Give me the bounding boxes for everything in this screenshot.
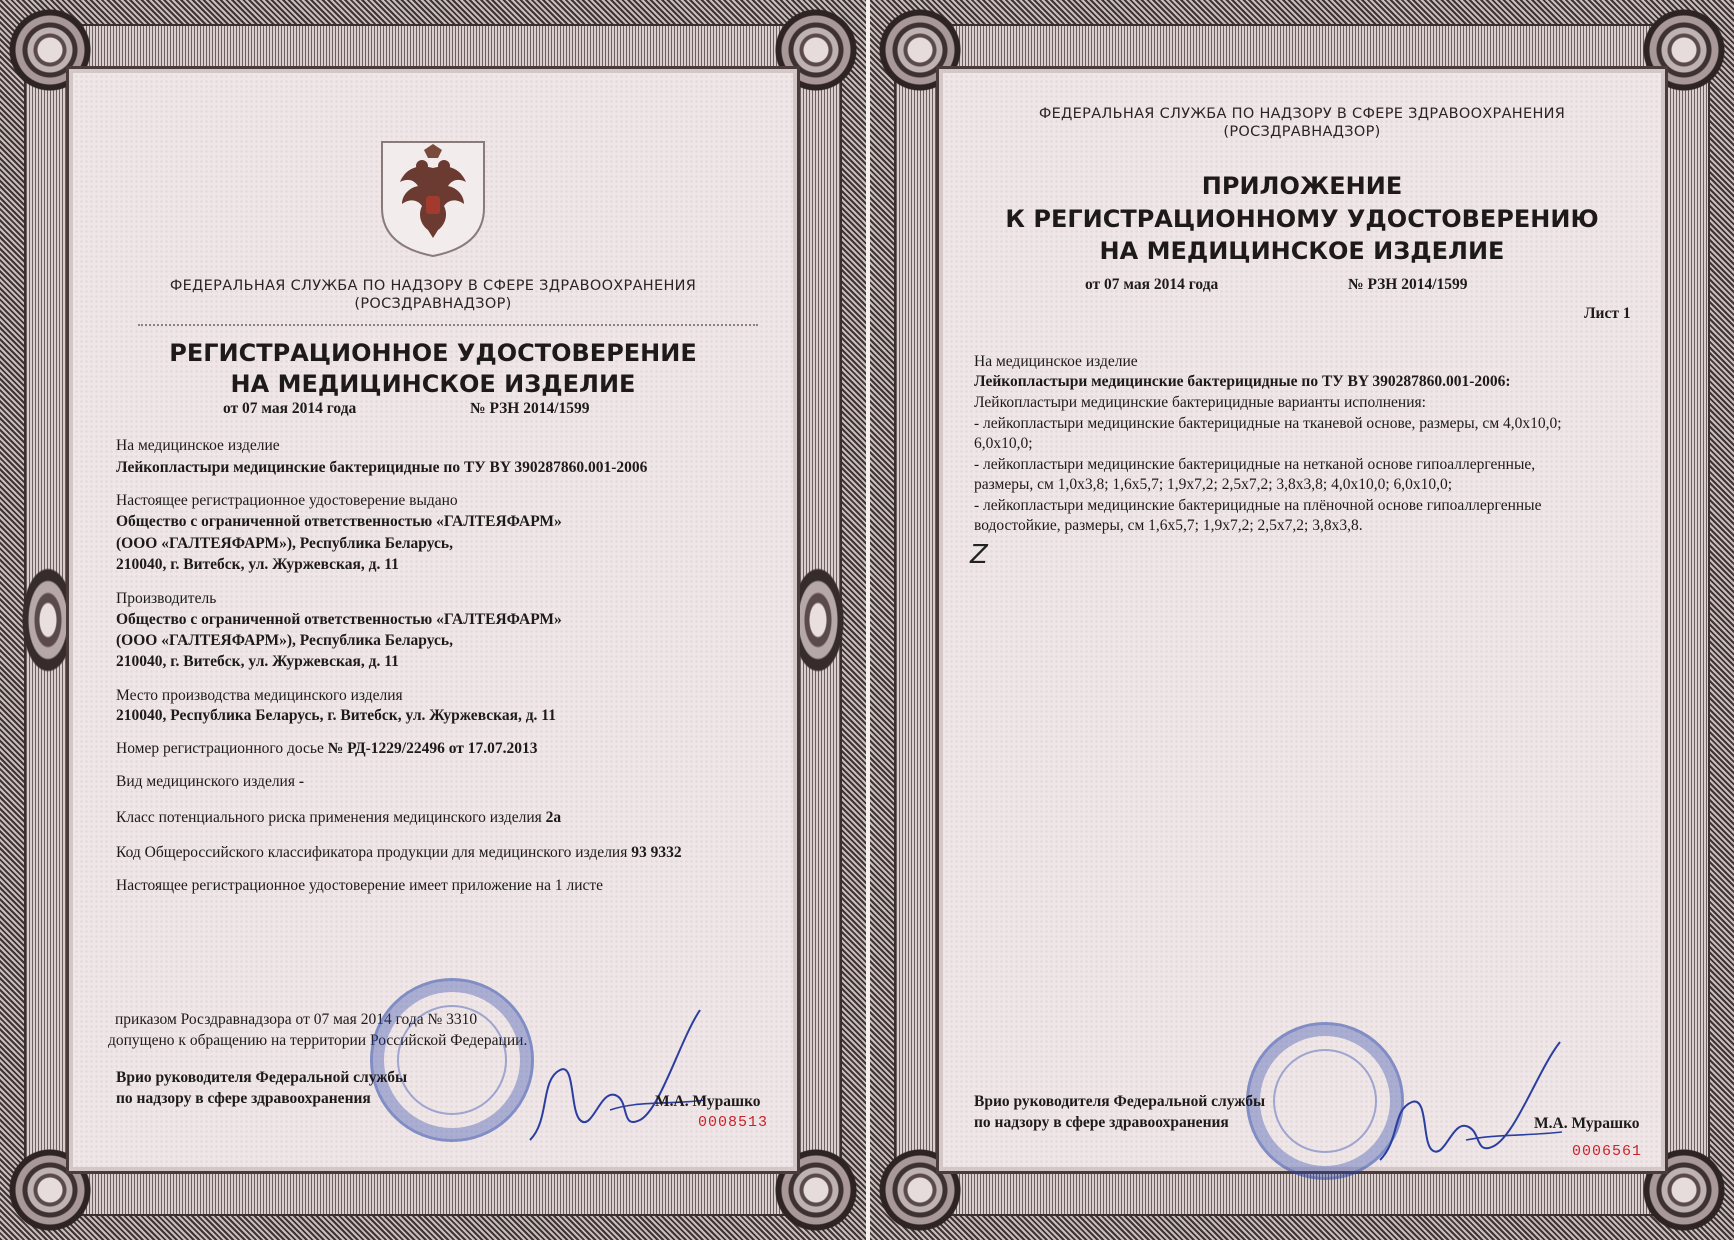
variant-line: - лейкопластыри медицинские бактерицидные на плёночной основе гипоаллергенные	[974, 497, 1542, 514]
order-line: допущено к обращению на территории Российской Федерации.	[108, 1032, 528, 1049]
device-name: Лейкопластыри медицинские бактерицидные по ТУ BY 390287860.001-2006:	[974, 373, 1511, 390]
signature-icon	[1370, 1030, 1570, 1170]
signatory-title: по надзору в сфере здравоохранения	[116, 1090, 371, 1107]
manufacturer-line: 210040, г. Витебск, ул. Журжевская, д. 11	[116, 653, 399, 670]
device-label: На медицинское изделие	[974, 353, 1138, 370]
variant-line: - лейкопластыри медицинские бактерицидные на нетканой основе гипоаллергенные,	[974, 456, 1536, 473]
kind-value: -	[298, 773, 305, 790]
kind-label: Вид медицинского изделия	[116, 773, 295, 790]
dossier-label: Номер регистрационного досье	[116, 740, 324, 757]
issued-to-line: Общество с ограниченной ответственностью «ГАЛТЕЯФАРМ»	[116, 513, 562, 530]
appendix-note: Настоящее регистрационное удостоверение имеет приложение на 1 листе	[116, 877, 604, 894]
issue-date: от 07 мая 2014 года	[1085, 276, 1219, 293]
okp-code-line	[116, 843, 682, 862]
variant-line: 6,0х10,0;	[974, 435, 1033, 452]
agency-name: ФЕДЕРАЛЬНАЯ СЛУЖБА ПО НАДЗОРУ В СФЕРЕ ЗДРАВООХРАНЕНИЯ	[169, 278, 697, 294]
risk-class-line	[116, 808, 561, 827]
manufacturer-label: Производитель	[116, 590, 217, 607]
agency-name: ФЕДЕРАЛЬНАЯ СЛУЖБА ПО НАДЗОРУ В СФЕРЕ ЗДРАВООХРАНЕНИЯ	[1038, 106, 1566, 122]
device-label: На медицинское изделие	[116, 437, 280, 454]
document-subtitle: К РЕГИСТРАЦИОННОМУ УДОСТОВЕРЕНИЮ	[1005, 205, 1599, 233]
variant-line: - лейкопластыри медицинские бактерицидные на тканевой основе, размеры, см 4,0х10,0;	[974, 415, 1562, 432]
production-place-value: 210040, Республика Беларусь, г. Витебск, ул. Журжевская, д. 11	[116, 707, 556, 724]
document-subtitle: НА МЕДИЦИНСКОЕ ИЗДЕЛИЕ	[230, 370, 636, 398]
registration-number: № РЗН 2014/1599	[470, 400, 590, 417]
signatory-title: Врио руководителя Федеральной службы	[116, 1069, 408, 1086]
issue-date: от 07 мая 2014 года	[223, 400, 357, 417]
document-title: ПРИЛОЖЕНИЕ	[1201, 172, 1403, 200]
sheet-number: Лист 1	[1584, 305, 1631, 322]
round-seal-icon	[370, 978, 534, 1142]
variant-line: водостойкие, размеры, см 1,6х5,7; 1,9х7,2; 2,5х7,2; 3,8х3,8.	[974, 517, 1363, 534]
issued-to-line: (ООО «ГАЛТЕЯФАРМ»), Республика Беларусь,	[116, 535, 453, 552]
signatory-name: М.А. Мурашко	[1534, 1115, 1640, 1132]
end-mark: Z	[970, 540, 988, 570]
risk-class-value: 2а	[545, 809, 562, 826]
signatory-name: М.А. Мурашко	[655, 1093, 761, 1110]
device-name: Лейкопластыри медицинские бактерицидные по ТУ BY 390287860.001-2006	[116, 459, 648, 476]
serial-number: 0008513	[698, 1114, 769, 1131]
agency-abbr: (РОСЗДРАВНАДЗОР)	[1223, 124, 1381, 140]
divider	[138, 324, 758, 326]
okp-code-value: 93 9332	[631, 844, 682, 861]
registration-number: № РЗН 2014/1599	[1348, 276, 1468, 293]
variant-line: размеры, см 1,0х3,8; 1,6х5,7; 1,9х7,2; 2,5х7,2; 3,8х3,8; 4,0х10,0; 6,0х10,0;	[974, 476, 1453, 493]
document-title: РЕГИСТРАЦИОННОЕ УДОСТОВЕРЕНИЕ	[169, 339, 697, 367]
kind-line	[116, 772, 304, 791]
document-subtitle: НА МЕДИЦИНСКОЕ ИЗДЕЛИЕ	[1099, 237, 1505, 265]
dossier-line	[116, 739, 538, 758]
issued-to-line: 210040, г. Витебск, ул. Журжевская, д. 11	[116, 556, 399, 573]
dossier-value: № РД-1229/22496 от 17.07.2013	[327, 740, 538, 757]
variant-line: Лейкопластыри медицинские бактерицидные варианты исполнения:	[974, 394, 1426, 411]
appendix-page	[870, 0, 1734, 1240]
issued-label: Настоящее регистрационное удостоверение выдано	[116, 492, 458, 509]
production-place-label: Место производства медицинского изделия	[116, 687, 403, 704]
signatory-title: Врио руководителя Федеральной службы	[974, 1093, 1266, 1110]
risk-class-label: Класс потенциального риска применения медицинского изделия	[116, 809, 542, 826]
signatory-title: по надзору в сфере здравоохранения	[974, 1114, 1229, 1131]
double-headed-eagle-icon	[378, 138, 488, 260]
agency-abbr: (РОСЗДРАВНАДЗОР)	[354, 296, 512, 312]
certificate-page	[0, 0, 866, 1240]
manufacturer-line: Общество с ограниченной ответственностью «ГАЛТЕЯФАРМ»	[116, 611, 562, 628]
okp-code-label: Код Общероссийского классификатора продукции для медицинского изделия	[116, 844, 628, 861]
order-line: приказом Росздравнадзора от 07 мая 2014 года № 3310	[115, 1011, 478, 1028]
serial-number: 0006561	[1572, 1143, 1643, 1160]
signature-icon	[520, 1000, 710, 1150]
manufacturer-line: (ООО «ГАЛТЕЯФАРМ»), Республика Беларусь,	[116, 632, 453, 649]
